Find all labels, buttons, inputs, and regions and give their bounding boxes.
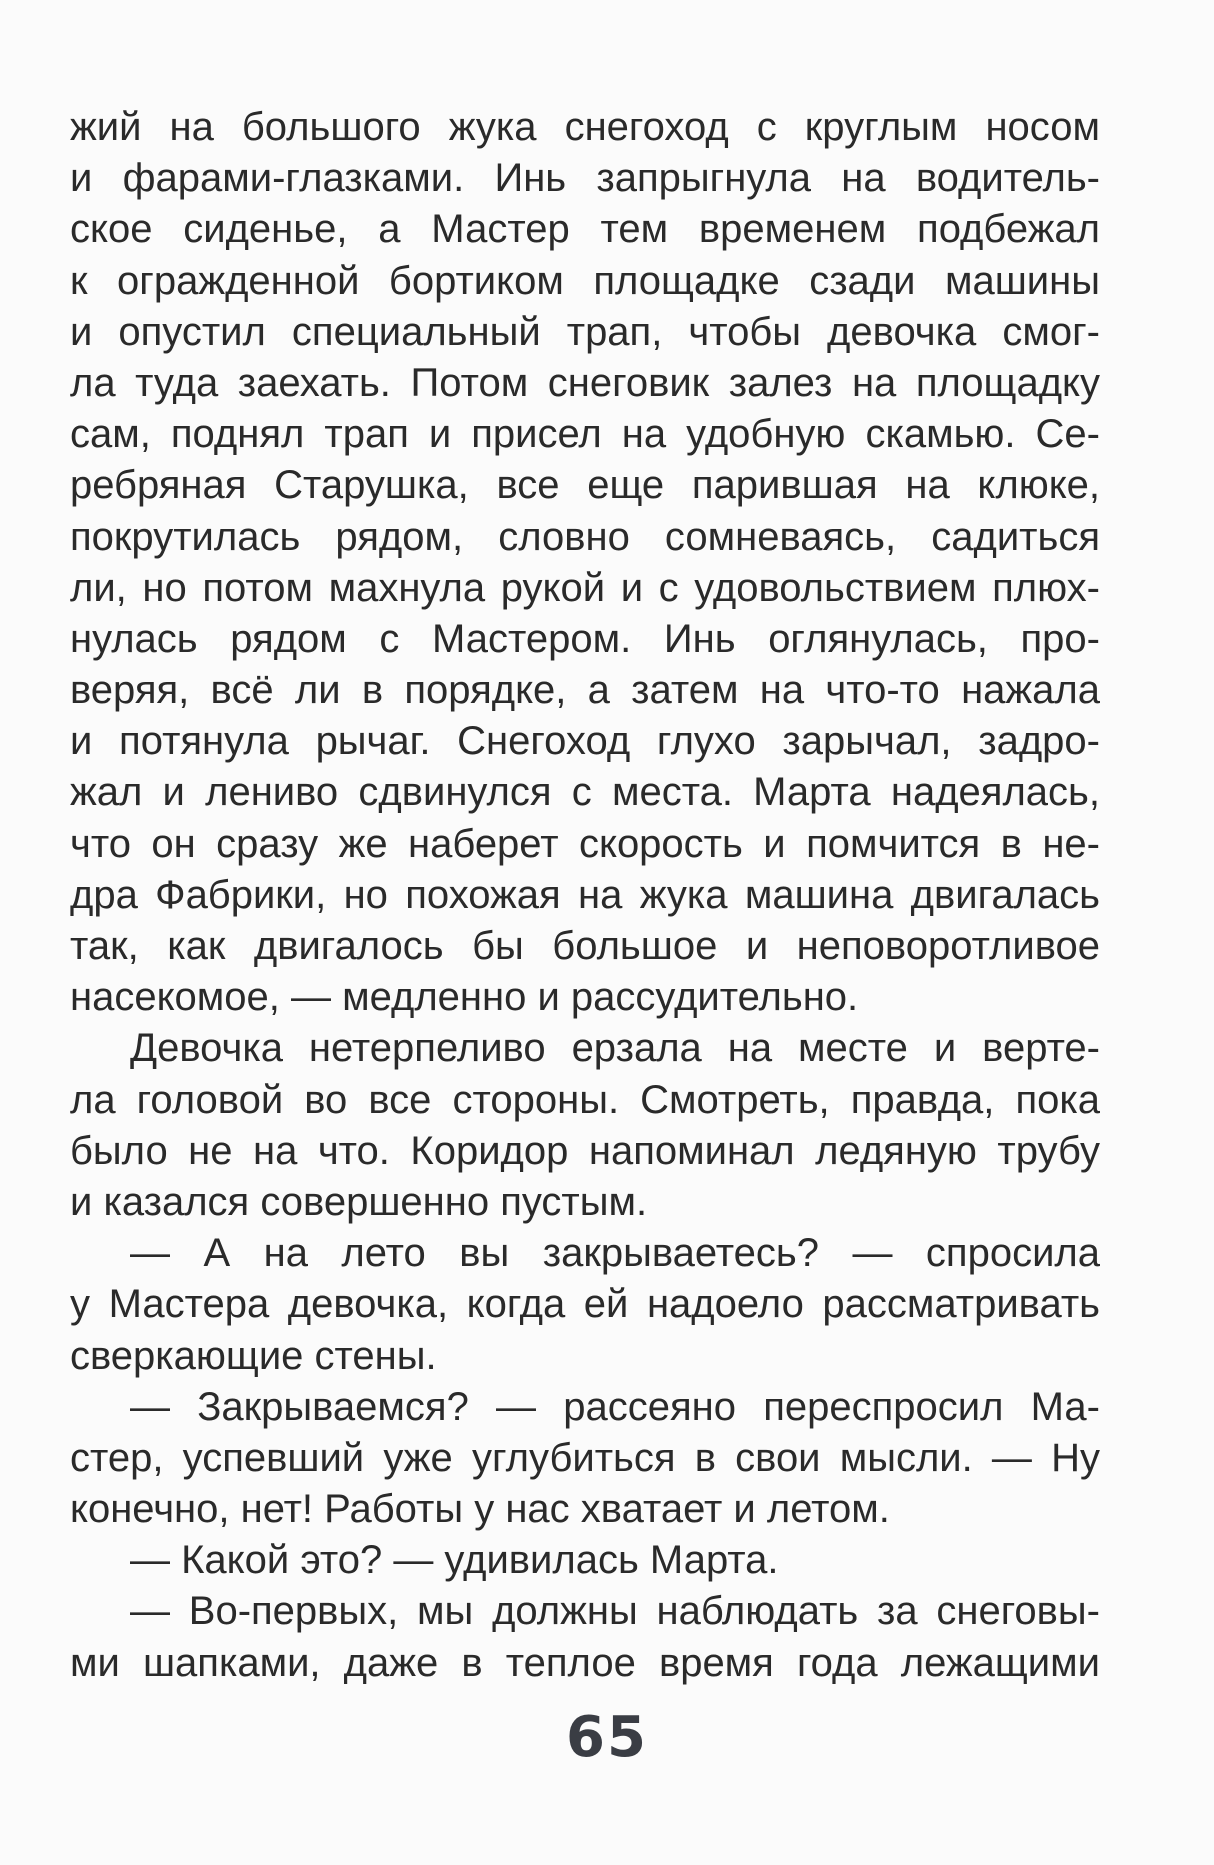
text-line: и фарами-глазками. Инь запрыгнула на водитель- bbox=[70, 156, 1100, 201]
text-line: дра Фабрики, но похожая на жука машина двигалась bbox=[70, 872, 1100, 917]
text-line: Девочка нетерпеливо ерзала на месте и верте- bbox=[130, 1026, 1100, 1071]
text-line: насекомое, — медленно и рассудительно. bbox=[70, 975, 859, 1020]
text-line: сам, поднял трап и присел на удобную скамью. Се- bbox=[70, 412, 1100, 457]
text-line: — А на лето вы закрываетесь? — спросила bbox=[130, 1231, 1100, 1276]
text-line: ла головой во все стороны. Смотреть, правда, пока bbox=[70, 1077, 1100, 1122]
text-line: — Какой это? — удивилась Марта. bbox=[130, 1538, 779, 1583]
text-line: ла туда заехать. Потом снеговик залез на площадку bbox=[70, 360, 1100, 405]
text-line: у Мастера девочка, когда ей надоело рассматривать bbox=[70, 1282, 1100, 1327]
text-line: конечно, нет! Работы у нас хватает и летом. bbox=[70, 1487, 890, 1532]
text-line: — Во-первых, мы должны наблюдать за снеговы- bbox=[130, 1589, 1100, 1634]
text-line: жий на большого жука снегоход с круглым носом bbox=[70, 105, 1100, 149]
text-line: стер, успевший уже углубиться в свои мысли. — Ну bbox=[70, 1435, 1100, 1480]
text-line: ми шапками, даже в теплое время года лежащими bbox=[70, 1640, 1100, 1685]
text-line: и казался совершенно пустым. bbox=[70, 1179, 648, 1224]
text-line: веряя, всё ли в порядке, а затем на что-то нажала bbox=[70, 668, 1100, 713]
text-line: покрутилась рядом, словно сомневаясь, садиться bbox=[70, 514, 1100, 559]
page-number: 65 bbox=[566, 1705, 648, 1770]
text-line: ли, но потом махнула рукой и с удовольствием плюх- bbox=[70, 565, 1100, 610]
text-line: жал и лениво сдвинулся с места. Марта надеялась, bbox=[70, 770, 1100, 815]
text-line: и потянула рычаг. Снегоход глухо зарычал, задро- bbox=[70, 719, 1100, 764]
text-line: к огражденной бортиком площадке сзади машины bbox=[70, 258, 1100, 303]
text-line: и опустил специальный трап, чтобы девочка смог- bbox=[70, 309, 1100, 354]
text-line: сверкающие стены. bbox=[70, 1333, 437, 1378]
text-line: было не на что. Коридор напоминал ледяную трубу bbox=[70, 1128, 1100, 1173]
text-line: так, как двигалось бы большое и неповоротливое bbox=[70, 924, 1100, 968]
text-line: — Закрываемся? — рассеяно переспросил Ма- bbox=[130, 1384, 1100, 1429]
text-line: ское сиденье, а Мастер тем временем подбежал bbox=[70, 207, 1100, 252]
body-text bbox=[70, 102, 1100, 1689]
text-line: нулась рядом с Мастером. Инь оглянулась, про- bbox=[70, 616, 1100, 661]
text-line: что он сразу же наберет скорость и помчится в не- bbox=[70, 821, 1100, 866]
text-line: ребряная Старушка, все еще парившая на клюке, bbox=[70, 463, 1100, 508]
